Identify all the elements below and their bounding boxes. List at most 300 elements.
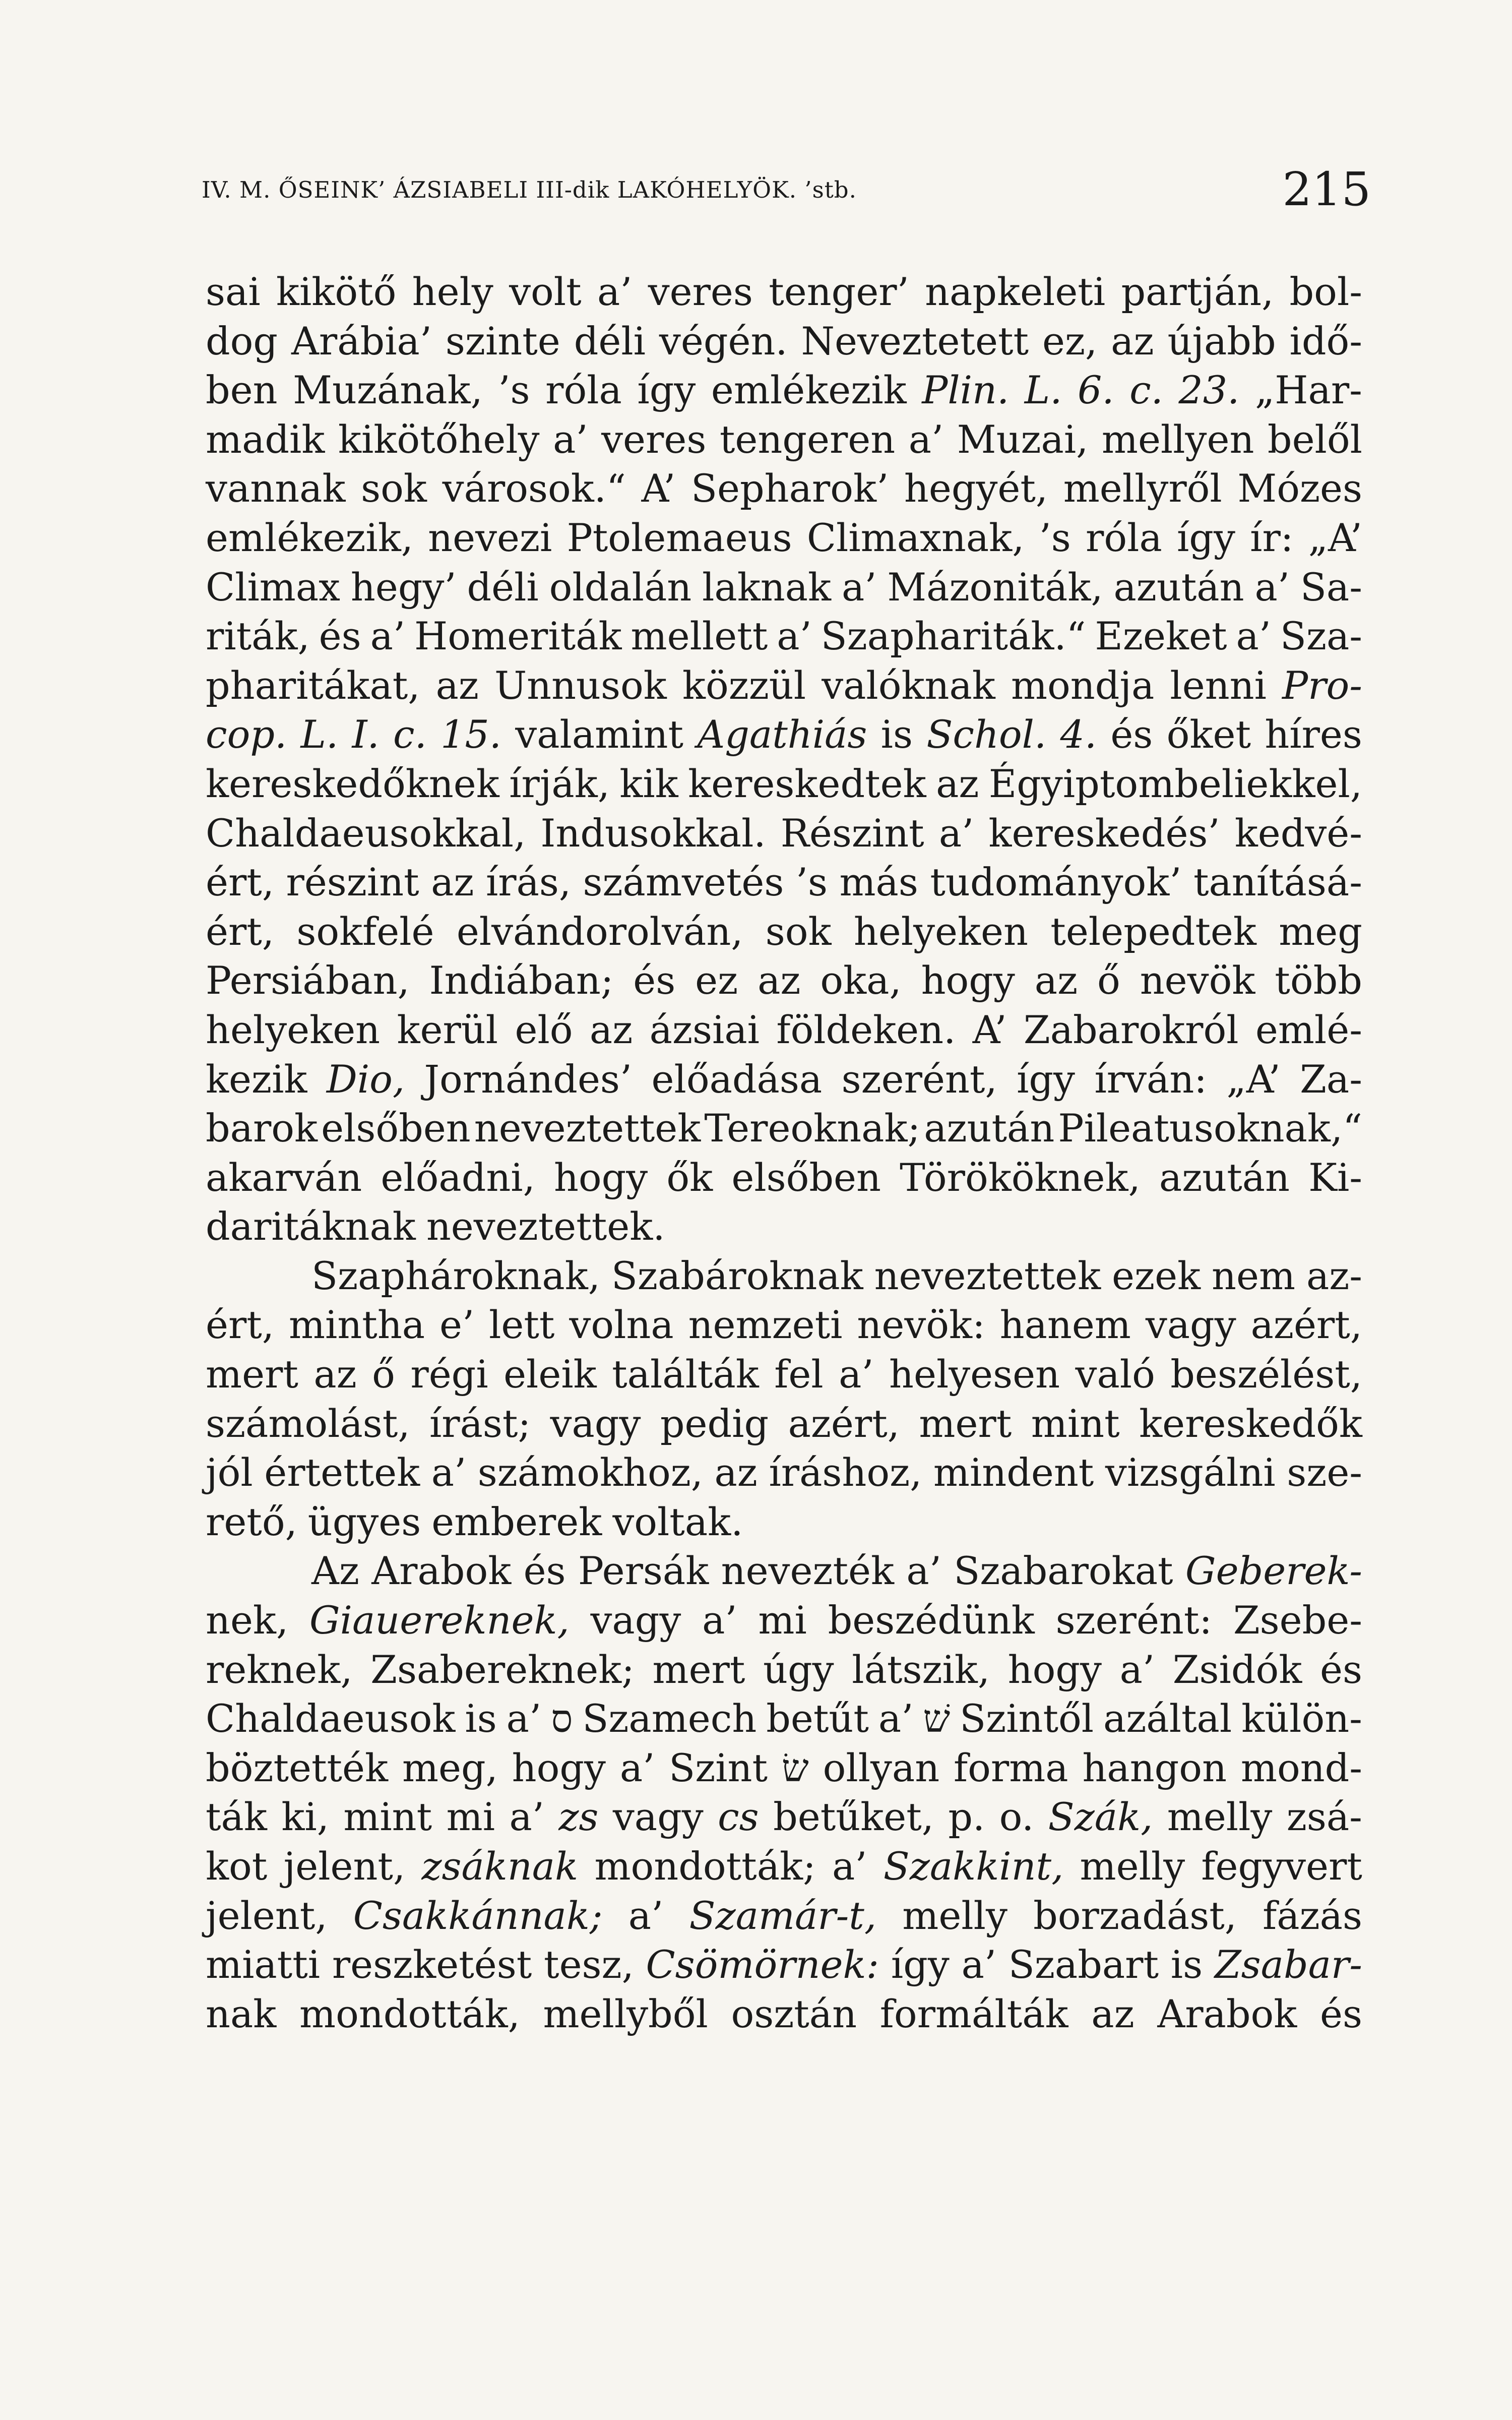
text-word: mintha [288, 1302, 425, 1348]
text-word: voltak. [612, 1499, 743, 1544]
text-line [206, 1891, 1362, 1941]
text-word: a’ [906, 1548, 941, 1594]
text-word: o. [999, 1794, 1034, 1840]
text-word: így [637, 368, 696, 413]
text-line [206, 1989, 1362, 2039]
text-word: elsőben [321, 1106, 471, 1151]
text-word: mellyen [1101, 416, 1254, 462]
text-word: nemzeti [688, 1302, 843, 1348]
text-word: nevök [1140, 958, 1255, 1003]
text-word: való [1075, 1352, 1155, 1397]
text-word: Persiában, [206, 958, 410, 1003]
text-word: napkeleti [925, 269, 1106, 314]
text-word: formálták [879, 1991, 1068, 2036]
text-word: Za- [1300, 1056, 1362, 1102]
text-word: újabb [1167, 318, 1276, 364]
text-word: a’ [938, 810, 974, 856]
text-word: Részint [780, 810, 924, 856]
text-word: L. [300, 712, 339, 757]
text-word: melly [902, 1893, 1007, 1938]
text-word: ő [372, 1352, 395, 1397]
text-word: ezek [1112, 1253, 1201, 1298]
text-word: ő [1097, 958, 1120, 1003]
text-word: A’ [972, 1007, 1007, 1052]
text-word: számvetés [583, 860, 784, 905]
text-word: Ki- [1308, 1155, 1362, 1200]
text-word: Sa- [1300, 564, 1362, 610]
text-word: előadása [651, 1056, 823, 1102]
text-word: 4. [1060, 712, 1097, 757]
text-word: Pro- [1282, 662, 1362, 708]
text-word: Égyiptombeliekkel, [988, 761, 1362, 806]
text-word: 6. [1077, 368, 1114, 413]
text-word: az [435, 662, 479, 708]
text-word: cop. [206, 712, 287, 757]
text-word: tudományok’ [930, 860, 1182, 905]
body-text [206, 267, 1362, 2038]
text-line [206, 956, 1362, 1005]
text-word: végén. [659, 318, 788, 364]
text-word: földeken. [776, 1007, 956, 1052]
text-word: azután [924, 1106, 1055, 1151]
text-word: a’ [431, 1450, 467, 1495]
text-word: meg [1279, 909, 1362, 954]
text-word: dog [206, 318, 278, 364]
text-word: a’ [777, 614, 812, 659]
text-word: ’s [1039, 515, 1071, 560]
text-line [206, 661, 1362, 710]
text-word: mellyről [1063, 466, 1222, 511]
text-line [206, 267, 1362, 317]
text-word: mint [1031, 1401, 1120, 1446]
text-word: a’ [619, 1745, 655, 1790]
text-word: jelent, [283, 1844, 406, 1889]
text-line [206, 1497, 1362, 1547]
text-word: e’ [439, 1302, 475, 1348]
text-word: a’ [597, 269, 633, 314]
text-line [206, 563, 1362, 612]
text-word: Szamár-t, [689, 1893, 877, 1938]
text-word: a’ [1254, 564, 1290, 610]
text-word: veres [601, 416, 707, 462]
text-word: neveztettek. [426, 1204, 665, 1249]
text-word: őket [1166, 712, 1251, 757]
text-word: hogy [921, 958, 1015, 1003]
text-word: kedvé- [1234, 810, 1362, 856]
text-word: ollyan [823, 1745, 940, 1790]
text-word: veres [648, 269, 753, 314]
text-word: és [319, 614, 361, 659]
text-word: a’ [1119, 1647, 1155, 1692]
text-word: számokhoz, [477, 1450, 703, 1495]
text-word: Szabart [1008, 1942, 1159, 1987]
text-word: róla [545, 368, 622, 413]
text-word: Arabok [371, 1548, 512, 1594]
text-line [206, 1055, 1362, 1104]
text-word: valóknak [822, 662, 995, 708]
text-word: 15. [440, 712, 501, 757]
text-word: azután [1159, 1155, 1290, 1200]
text-word: Muzai, [957, 416, 1089, 462]
text-word: Mózes [1237, 466, 1362, 511]
text-word: és [633, 958, 676, 1003]
text-word: Homeriták [414, 614, 622, 659]
text-word: שׂ [781, 1745, 809, 1790]
text-word: ez [695, 958, 738, 1003]
text-word: sok [361, 466, 427, 511]
text-line [206, 612, 1362, 661]
text-line [206, 415, 1362, 464]
text-word: az [1034, 958, 1078, 1003]
text-word: róla [1086, 515, 1162, 560]
text-line [206, 1153, 1362, 1202]
text-word: mint [343, 1794, 432, 1840]
text-word: partján, [1121, 269, 1274, 314]
text-word: jelent, [206, 1893, 328, 1938]
text-word: több [1275, 958, 1362, 1003]
text-word: Az [311, 1548, 359, 1594]
text-word: cs [718, 1794, 759, 1840]
text-word: vannak [206, 466, 346, 511]
text-word: mellyből [543, 1991, 708, 2036]
text-word: miatti [206, 1942, 321, 1987]
text-word: kikötőhely [338, 416, 540, 462]
text-word: Chaldaeusok [206, 1696, 456, 1741]
text-word: A’ [641, 466, 676, 511]
text-word: Csakkánnak; [353, 1893, 603, 1938]
text-word: zsáknak [421, 1844, 579, 1889]
text-word: oka, [820, 958, 902, 1003]
text-word: ért, [206, 1302, 275, 1348]
text-word: ki, [281, 1794, 329, 1840]
text-word: ők [666, 1155, 713, 1200]
text-word: mert [206, 1352, 298, 1397]
text-word: így [891, 1942, 950, 1987]
text-word: ügyes [307, 1499, 421, 1544]
text-word: reszketést [332, 1942, 532, 1987]
text-line [206, 809, 1362, 858]
text-word: írás, [485, 860, 572, 905]
text-word: kereskedők [1139, 1401, 1362, 1446]
running-head [202, 162, 1371, 227]
text-word: borzadást, [1033, 1893, 1237, 1938]
text-word: Persák [578, 1548, 709, 1594]
text-word: laknak [702, 564, 832, 610]
text-word: valamint [515, 712, 684, 757]
text-word: előadni, [381, 1155, 535, 1200]
text-word: Szamech [582, 1696, 757, 1741]
text-word: daritáknak [206, 1204, 416, 1249]
text-word: azért, [788, 1401, 900, 1446]
text-word: madik [206, 416, 325, 462]
text-word: a’ [839, 1352, 874, 1397]
running-title: IV. M. ŐSEINK’ ÁZSIABELI III-dik LAKÓHELYÖK. ’stb. [202, 176, 857, 203]
text-word: nevezték [721, 1548, 895, 1594]
page-number: 215 [1282, 162, 1371, 216]
text-word: részint [286, 860, 419, 905]
text-word: lett [489, 1302, 555, 1348]
text-word: is [465, 1696, 497, 1741]
text-word: kikötő [276, 269, 397, 314]
text-word: zsá- [1286, 1794, 1362, 1840]
text-word: Mázoniták, [887, 564, 1103, 610]
text-word: a’ [878, 1696, 914, 1741]
text-word: értettek [264, 1450, 420, 1495]
text-word: Muzának, [293, 368, 483, 413]
text-word: azért, [1250, 1302, 1362, 1348]
text-word: L. [1024, 368, 1062, 413]
text-word: Tereoknak; [704, 1106, 921, 1151]
text-word: szerént, [841, 1056, 997, 1102]
text-word: vagy [590, 1598, 681, 1643]
text-word: mondották, [299, 1991, 520, 2036]
text-word: látszik, [852, 1647, 990, 1692]
text-word: mi [446, 1794, 495, 1840]
text-word: melly [1167, 1794, 1273, 1840]
text-word: hegy’ [350, 564, 457, 610]
text-word: emlékezik [711, 368, 907, 413]
text-line [206, 710, 1362, 759]
text-word: ס [551, 1696, 573, 1741]
text-line [206, 1694, 1362, 1743]
text-word: az [431, 860, 474, 905]
text-word: Törököknek, [900, 1155, 1141, 1200]
text-word: hogy [512, 1745, 606, 1790]
text-word: „A’ [1308, 515, 1362, 560]
text-word: más [839, 860, 918, 905]
text-word: Dio, [326, 1056, 405, 1102]
text-word: hogy [553, 1155, 648, 1200]
text-line [206, 1792, 1362, 1842]
text-word: meg, [402, 1745, 498, 1790]
text-line [206, 513, 1362, 563]
text-word: beszélést, [1170, 1352, 1362, 1397]
text-word: híres [1265, 712, 1362, 757]
text-word: c. [393, 712, 427, 757]
text-word: betűt [766, 1696, 869, 1741]
text-word: ír: [1250, 515, 1294, 560]
text-word: sokfelé [296, 909, 434, 954]
text-word: külön- [1241, 1696, 1362, 1741]
text-word: írják, [509, 761, 610, 806]
text-word: az [714, 1450, 758, 1495]
text-word: beszédünk [828, 1598, 1035, 1643]
text-word: emberek [431, 1499, 602, 1544]
text-word: 23. [1178, 368, 1240, 413]
text-word: osztán [731, 1991, 857, 2036]
text-word: a’ [509, 1794, 544, 1840]
text-word: eleik [503, 1352, 597, 1397]
text-word: tenger’ [769, 269, 909, 314]
text-word: a’ [841, 564, 877, 610]
text-word: Agathiás [697, 712, 867, 757]
text-word: a’ [702, 1598, 737, 1643]
text-word: lenni [1170, 662, 1267, 708]
text-word: ’s [498, 368, 530, 413]
text-word: pedig [660, 1401, 769, 1446]
text-word: idő- [1289, 318, 1362, 364]
text-line [206, 1448, 1362, 1497]
text-line [206, 1940, 1362, 1989]
text-word: Geberek- [1185, 1548, 1362, 1594]
text-word: zs [558, 1794, 599, 1840]
text-word: sai [206, 269, 261, 314]
text-word: böztették [206, 1745, 389, 1790]
text-word: Chaldaeusokkal, [206, 810, 526, 856]
text-line [206, 1743, 1362, 1793]
text-word: nevök: [857, 1302, 985, 1348]
text-line [206, 858, 1362, 907]
text-word: íráshoz, [769, 1450, 922, 1495]
text-word: és [523, 1548, 566, 1594]
text-word: kereskedés’ [988, 810, 1220, 856]
text-word: is [1170, 1942, 1203, 1987]
text-word: vagy [1145, 1302, 1236, 1348]
text-line [206, 1399, 1362, 1448]
text-word: Szakkint, [883, 1844, 1064, 1889]
text-word: Szaphariták.“ [821, 614, 1086, 659]
text-word: az [1091, 1991, 1135, 2036]
text-word: Szaphároknak, [311, 1253, 600, 1298]
text-word: hogy [1007, 1647, 1102, 1692]
text-word: a’ [832, 1844, 867, 1889]
text-word: azáltal [1103, 1696, 1232, 1741]
text-word: régi [410, 1352, 488, 1397]
text-word: kot [206, 1844, 268, 1889]
text-word: így [1017, 1056, 1075, 1102]
text-word: rető, [206, 1499, 297, 1544]
text-word: Jornándes’ [424, 1056, 633, 1102]
text-word: a’ [370, 614, 406, 659]
text-word: Zsebe- [1233, 1598, 1362, 1643]
text-word: a’ [628, 1893, 664, 1938]
text-word: Szabarokat [954, 1548, 1173, 1594]
text-word: neveztettek [874, 1253, 1101, 1298]
text-word: שׁ [923, 1696, 951, 1741]
text-word: forma [954, 1745, 1068, 1790]
text-word: a’ [961, 1942, 997, 1987]
text-line [206, 907, 1362, 956]
text-word: az- [1306, 1253, 1362, 1298]
text-word: mondották; [594, 1844, 816, 1889]
text-word: mellett [631, 614, 768, 659]
text-word: tanításá- [1193, 860, 1362, 905]
text-word: Szintől [960, 1696, 1094, 1741]
text-word: ’s [795, 860, 828, 905]
text-word: Giauereknek, [309, 1598, 570, 1643]
text-word: mert [652, 1647, 745, 1692]
text-word: Ezeket [1095, 614, 1227, 659]
text-word: a’ [1236, 614, 1271, 659]
text-word: nek, [206, 1598, 289, 1643]
text-word: elvándorolván, [456, 909, 743, 954]
text-word: volna [569, 1302, 674, 1348]
text-word: a’ [553, 416, 588, 462]
text-word: ták [206, 1794, 267, 1840]
text-word: elsőben [731, 1155, 881, 1200]
text-word: fegyvert [1201, 1844, 1362, 1889]
text-word: „A’ [1226, 1056, 1281, 1102]
text-word: úgy [763, 1647, 834, 1692]
text-word: azután [1113, 564, 1244, 610]
text-word: az [758, 958, 801, 1003]
text-word: hangon [1082, 1745, 1227, 1790]
text-word: kerül [397, 1007, 498, 1052]
text-word: neveztettek [474, 1106, 701, 1151]
text-line [206, 317, 1362, 366]
text-word: I. [352, 712, 380, 757]
text-word: Szint [669, 1745, 768, 1790]
text-word: bol- [1289, 269, 1362, 314]
text-word: kereskedőknek [206, 761, 499, 806]
text-word: telepedtek [1050, 909, 1256, 954]
text-word: hanem [999, 1302, 1131, 1348]
text-word: Pileatusoknak,“ [1058, 1106, 1362, 1151]
text-word: riták, [206, 614, 310, 659]
text-line [206, 366, 1362, 415]
text-word: Schol. [926, 712, 1047, 757]
text-word: ért, [206, 909, 275, 954]
text-word: helyeken [206, 1007, 381, 1052]
text-word: Csömörnek: [646, 1942, 879, 1987]
text-word: ázsiai [649, 1007, 760, 1052]
text-word: helyeken [853, 909, 1028, 954]
text-word: ért, [206, 860, 275, 905]
text-word: nevezi [428, 515, 552, 560]
text-word: Sza- [1280, 614, 1362, 659]
text-line [206, 464, 1362, 513]
text-word: betűket, [773, 1794, 934, 1840]
text-word: nak [206, 1991, 277, 2036]
text-word: mi [758, 1598, 807, 1643]
text-word: kereskedtek [688, 761, 926, 806]
text-word: jól [206, 1450, 253, 1495]
text-word: belől [1267, 416, 1362, 462]
text-word: déli [467, 564, 539, 610]
text-word: „Har- [1254, 368, 1362, 413]
text-word: vagy [612, 1794, 704, 1840]
text-word: Zsabar- [1214, 1942, 1362, 1987]
text-word: írván: [1094, 1056, 1207, 1102]
text-word: vagy [550, 1401, 641, 1446]
text-line [206, 1251, 1362, 1301]
text-word: az [313, 1352, 357, 1397]
text-word: hely [412, 269, 493, 314]
text-word: és [1319, 1991, 1362, 2036]
text-word: hegyét, [904, 466, 1048, 511]
text-word: és [1319, 1647, 1362, 1692]
text-line [206, 759, 1362, 809]
text-word: írást; [429, 1401, 531, 1446]
text-word: melly [1080, 1844, 1185, 1889]
text-word: szinte [445, 318, 560, 364]
text-word: Zabarokról [1023, 1007, 1239, 1052]
text-line [206, 1104, 1362, 1153]
text-word: Unnusok [494, 662, 667, 708]
text-word: számolást, [206, 1401, 410, 1446]
text-word: az [1111, 318, 1154, 364]
text-word: oldalán [549, 564, 692, 610]
text-word: akarván [206, 1155, 362, 1200]
text-line [206, 1842, 1362, 1891]
text-word: volt [509, 269, 582, 314]
text-word: a’ [506, 1696, 542, 1741]
text-word: Arabok [1157, 1991, 1297, 2036]
text-line [206, 1546, 1362, 1596]
text-word: pharitákat, [206, 662, 420, 708]
text-word: mindent [933, 1450, 1094, 1495]
text-word: Plin. [922, 368, 1010, 413]
